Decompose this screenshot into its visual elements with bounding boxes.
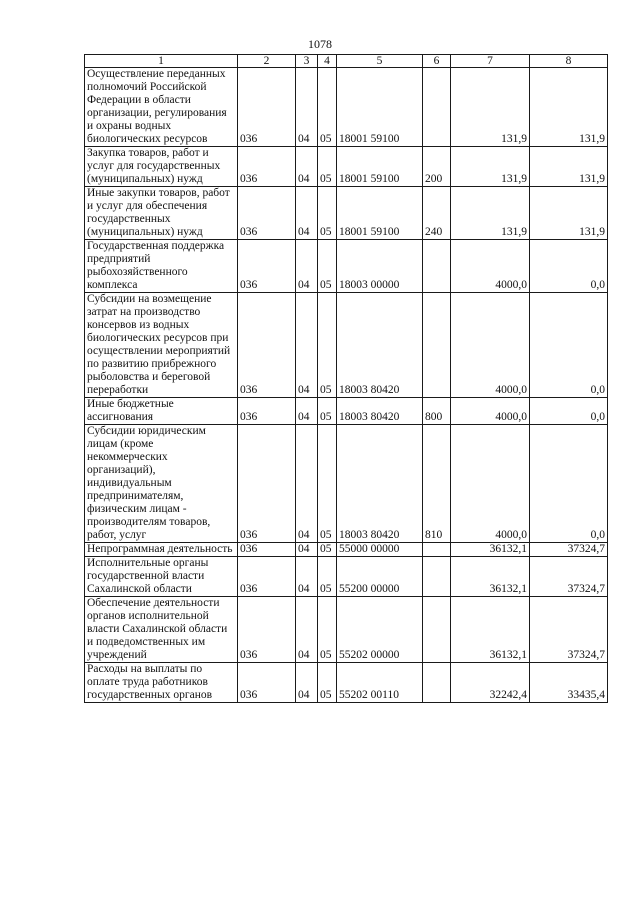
row-ministry-code: 036 [238,187,296,240]
row-expense-type [423,543,451,557]
row-ministry-code: 036 [238,68,296,147]
row-ministry-code: 036 [238,240,296,293]
table-row [85,147,608,187]
row-subsection: 05 [318,293,337,398]
row-amount-year1: 4000,0 [451,425,530,543]
row-amount-year2: 0,0 [530,240,608,293]
row-section: 04 [296,68,318,147]
row-target-article: 55202 00110 [337,663,423,703]
header-col-1: 1 [85,55,238,68]
table-row [85,663,608,703]
row-name: Субсидии на возмещение затрат на производство консервов из водных биологических ресурсов при осуществлении мероприятий по развитию прибрежного рыболовства и береговой переработки [85,293,238,398]
row-ministry-code: 036 [238,147,296,187]
row-amount-year2: 37324,7 [530,557,608,597]
row-name: Осуществление переданных полномочий Российской Федерации в области организации, регулирования и охраны водных биологических ресурсов [85,68,238,147]
row-ministry-code: 036 [238,293,296,398]
row-name: Государственная поддержка предприятий рыбохозяйственного комплекса [85,240,238,293]
row-section: 04 [296,187,318,240]
table-row [85,597,608,663]
row-name: Обеспечение деятельности органов исполнительной власти Сахалинской области и подведомственных им учреждений [85,597,238,663]
row-target-article: 55200 00000 [337,557,423,597]
row-target-article: 18001 59100 [337,147,423,187]
table-row [85,543,608,557]
row-amount-year1: 4000,0 [451,293,530,398]
header-col-3: 3 [296,55,318,68]
header-col-5: 5 [337,55,423,68]
row-subsection: 05 [318,597,337,663]
row-section: 04 [296,663,318,703]
row-expense-type: 810 [423,425,451,543]
row-name: Непрограммная деятельность [85,543,238,557]
header-col-7: 7 [451,55,530,68]
row-section: 04 [296,147,318,187]
row-subsection: 05 [318,240,337,293]
row-amount-year1: 4000,0 [451,398,530,425]
row-subsection: 05 [318,398,337,425]
row-expense-type [423,293,451,398]
row-ministry-code: 036 [238,663,296,703]
row-ministry-code: 036 [238,557,296,597]
row-subsection: 05 [318,425,337,543]
row-target-article: 18003 80420 [337,293,423,398]
row-amount-year2: 0,0 [530,293,608,398]
row-amount-year2: 131,9 [530,68,608,147]
header-row [85,55,608,68]
table-row [85,68,608,147]
row-amount-year1: 131,9 [451,68,530,147]
row-expense-type: 240 [423,187,451,240]
row-amount-year2: 37324,7 [530,597,608,663]
row-target-article: 18003 80420 [337,425,423,543]
row-name: Иные закупки товаров, работ и услуг для обеспечения государственных (муниципальных) нужд [85,187,238,240]
row-section: 04 [296,398,318,425]
row-subsection: 05 [318,187,337,240]
header-col-6: 6 [423,55,451,68]
row-amount-year2: 131,9 [530,187,608,240]
row-name: Исполнительные органы государственной власти Сахалинской области [85,557,238,597]
row-section: 04 [296,543,318,557]
row-target-article: 18001 59100 [337,68,423,147]
table-row [85,240,608,293]
row-ministry-code: 036 [238,398,296,425]
row-amount-year1: 131,9 [451,187,530,240]
row-subsection: 05 [318,543,337,557]
row-expense-type [423,597,451,663]
row-name: Субсидии юридическим лицам (кроме некоммерческих организаций), индивидуальным предпринимателям, физическим лицам - производителям товаров, работ, услуг [85,425,238,543]
header-col-4: 4 [318,55,337,68]
row-amount-year1: 32242,4 [451,663,530,703]
row-expense-type [423,240,451,293]
row-amount-year2: 131,9 [530,147,608,187]
row-ministry-code: 036 [238,543,296,557]
header-col-8: 8 [530,55,608,68]
row-subsection: 05 [318,147,337,187]
row-section: 04 [296,597,318,663]
row-amount-year1: 4000,0 [451,240,530,293]
row-amount-year1: 36132,1 [451,543,530,557]
row-section: 04 [296,557,318,597]
row-amount-year2: 0,0 [530,425,608,543]
row-amount-year1: 131,9 [451,147,530,187]
row-subsection: 05 [318,68,337,147]
row-section: 04 [296,240,318,293]
row-section: 04 [296,293,318,398]
table-row [85,425,608,543]
row-target-article: 55000 00000 [337,543,423,557]
row-name: Расходы на выплаты по оплате труда работников государственных органов [85,663,238,703]
budget-table [84,54,608,703]
row-target-article: 18003 00000 [337,240,423,293]
table-row [85,293,608,398]
row-amount-year2: 37324,7 [530,543,608,557]
row-amount-year1: 36132,1 [451,557,530,597]
row-target-article: 18001 59100 [337,187,423,240]
row-subsection: 05 [318,557,337,597]
row-expense-type: 800 [423,398,451,425]
row-target-article: 18003 80420 [337,398,423,425]
row-name: Иные бюджетные ассигнования [85,398,238,425]
row-ministry-code: 036 [238,597,296,663]
row-ministry-code: 036 [238,425,296,543]
row-amount-year2: 33435,4 [530,663,608,703]
row-subsection: 05 [318,663,337,703]
row-expense-type [423,557,451,597]
row-amount-year1: 36132,1 [451,597,530,663]
row-expense-type [423,663,451,703]
row-expense-type [423,68,451,147]
header-col-2: 2 [238,55,296,68]
page-number: 1078 [308,37,332,51]
row-expense-type: 200 [423,147,451,187]
row-target-article: 55202 00000 [337,597,423,663]
row-amount-year2: 0,0 [530,398,608,425]
row-name: Закупка товаров, работ и услуг для государственных (муниципальных) нужд [85,147,238,187]
table-row [85,398,608,425]
table-row [85,557,608,597]
table-row [85,187,608,240]
row-section: 04 [296,425,318,543]
